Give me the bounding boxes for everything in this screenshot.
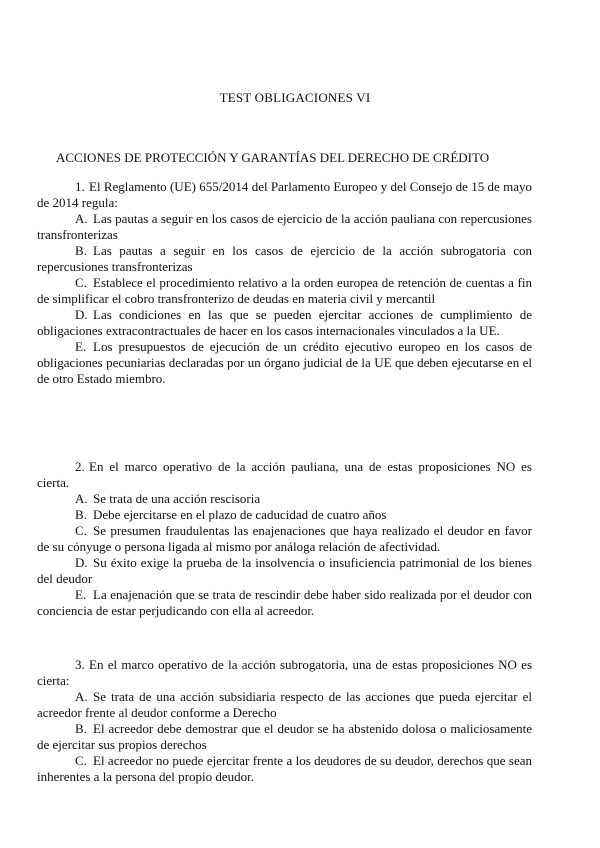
answer-option-a [37, 491, 532, 507]
option-letter: B. [75, 243, 87, 258]
document-title: TEST OBLIGACIONES VI [219, 90, 371, 105]
option-letter: D. [75, 555, 88, 570]
question-stem [37, 179, 532, 211]
option-letter: D. [75, 307, 88, 322]
answer-option-a [37, 689, 532, 721]
question-2 [37, 459, 532, 619]
section-title: ACCIONES DE PROTECCIÓN Y GARANTÍAS DEL DERECHO DE CRÉDITO [56, 150, 490, 165]
answer-option-c [37, 275, 532, 307]
question-number: 1. [75, 179, 85, 194]
question-text: En el marco operativo de la acción subrogatoria, una de estas proposiciones NO es cierta: [37, 657, 532, 688]
answer-option-d [37, 307, 532, 339]
answer-option-c [37, 753, 532, 785]
answer-option-b [37, 243, 532, 275]
option-text: Las pautas a seguir en los casos de ejercicio de la acción pauliana con repercusiones transfronterizas [37, 211, 532, 242]
option-letter: C. [75, 275, 87, 290]
question-stem [37, 459, 532, 491]
option-text: Se trata de una acción rescisoria [93, 491, 261, 506]
question-text: El Reglamento (UE) 655/2014 del Parlamento Europeo y del Consejo de 15 de mayo de 2014 regula: [37, 179, 532, 210]
question-number: 3. [75, 657, 85, 672]
answer-option-e [37, 587, 532, 619]
answer-option-c [37, 523, 532, 555]
option-letter: B. [75, 507, 87, 522]
answer-option-b [37, 507, 532, 523]
option-text: Las pautas a seguir en los casos de ejercicio de la acción subrogatoria con repercusiones transfronterizas [37, 243, 532, 274]
option-text: Su éxito exige la prueba de la insolvencia o insuficiencia patrimonial de los bienes del deudor [37, 555, 532, 586]
option-letter: B. [75, 721, 87, 736]
option-text: Se trata de una acción subsidiaria respecto de las acciones que pueda ejercitar el acreedor frente al deudor conforme a Derecho [37, 689, 532, 720]
question-text: En el marco operativo de la acción pauliana, una de estas proposiciones NO es cierta. [37, 459, 532, 490]
option-letter: E. [75, 339, 87, 354]
option-letter: A. [75, 211, 88, 226]
option-letter: C. [75, 523, 87, 538]
option-text: Las condiciones en las que se pueden ejercitar acciones de cumplimiento de obligaciones extracontractuales de hacer en los casos internacionales vinculados a la UE. [37, 307, 532, 338]
question-stem [37, 657, 532, 689]
answer-option-e [37, 339, 532, 387]
option-text: Debe ejercitarse en el plazo de caducidad de cuatro años [93, 507, 387, 522]
option-text: Los presupuestos de ejecución de un crédito ejecutivo europeo en los casos de obligaciones pecuniarias declaradas por un órgano judicial de la UE que deben ejecutarse en el de otro Estado miembro. [37, 339, 532, 386]
answer-option-a [37, 211, 532, 243]
option-letter: E. [75, 587, 87, 602]
option-letter: C. [75, 753, 87, 768]
option-text: La enajenación que se trata de rescindir debe haber sido realizada por el deudor con conciencia de estar perjudicando con ella al acreedor. [37, 587, 532, 618]
answer-option-d [37, 555, 532, 587]
option-text: Se presumen fraudulentas las enajenaciones que haya realizado el deudor en favor de su cónyuge o persona ligada al mismo por análoga relación de afectividad. [37, 523, 532, 554]
option-text: El acreedor debe demostrar que el deudor se ha abstenido dolosa o maliciosamente de ejercitar sus propios derechos [37, 721, 532, 752]
option-letter: A. [75, 491, 88, 506]
answer-option-b [37, 721, 532, 753]
question-number: 2. [75, 459, 85, 474]
question-3 [37, 657, 532, 785]
option-text: El acreedor no puede ejercitar frente a los deudores de su deudor, derechos que sean inherentes a la persona del propio deudor. [37, 753, 532, 784]
question-1 [37, 179, 532, 387]
option-text: Establece el procedimiento relativo a la orden europea de retención de cuentas a fin de simplificar el cobro transfronterizo de deudas en materia civil y mercantil [37, 275, 532, 306]
option-letter: A. [75, 689, 88, 704]
